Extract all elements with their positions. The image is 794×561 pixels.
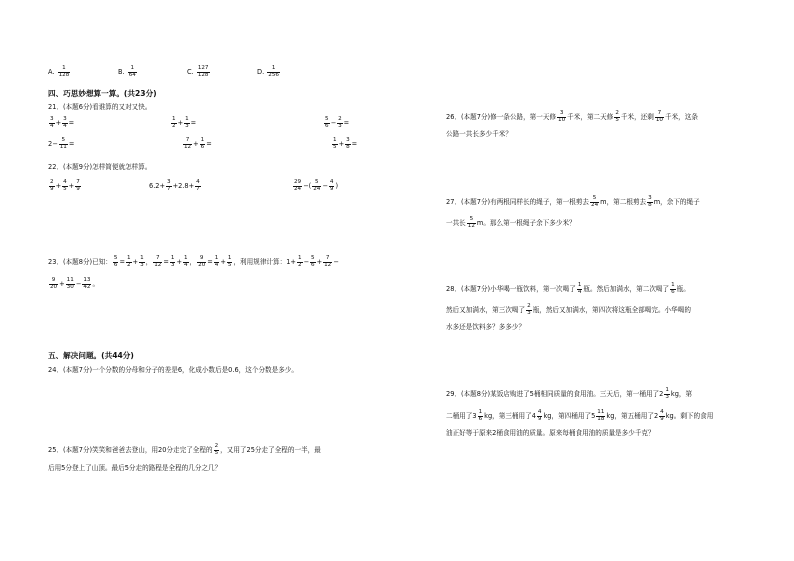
q21-expr-2: $\frac{1}{2}$ + $\frac{1}{3}$ = — [172, 116, 197, 129]
q29-line-1: 29．(本题8分)某饭店购进了5桶相同质量的食用油。三天后，第一桶用了2 $\frac{1}{3}$ kg，第 — [446, 387, 693, 400]
q22-intro: 22．(本题9分)怎样简便就怎样算。 — [48, 163, 152, 171]
section5-title: 五、解决问题。(共44分) — [48, 351, 134, 360]
choice-fraction: $\frac{127}{128}$ — [197, 65, 209, 78]
choice-fraction: $\frac{1}{256}$ — [268, 65, 279, 78]
q21-expr-6: $\frac{1}{5}$ + $\frac{3}{8}$ = — [333, 137, 358, 150]
q24-text: 24．(本题7分)一个分数的分母和分子的差是6，化成小数后是0.6，这个分数是多少。 — [48, 366, 299, 374]
choice-c[interactable] — [187, 66, 211, 79]
q22-expr-3: $\frac{29}{24}$ −( $\frac{5}{24}$ − $\frac{4}{9}$ ) — [294, 179, 339, 192]
q23-line-2: $\frac{9}{20}$ + $\frac{11}{30}$ − $\frac{13}{42}$ 。 — [50, 277, 100, 290]
q22-expr-1: $\frac{2}{9}$ + $\frac{4}{5}$ + $\frac{7}{9}$ — [50, 179, 80, 192]
q26-line-1: 26．(本题7分)修一条公路，第一天修 $\frac{3}{10}$ 千米，第二天修 $\frac{2}{5}$ 千米，还剩 $\frac{7}{10}$ 千米，这条 — [446, 110, 698, 123]
q28-line-1: 28．(本题7分)小华喝一瓶饮料，第一次喝了 $\frac{1}{4}$ 瓶。然后加满水，第二次喝了 $\frac{1}{6}$ 瓶。 — [446, 282, 690, 295]
q21-expr-3: $\frac{5}{6}$ − $\frac{2}{3}$ = — [325, 116, 350, 129]
q21-expr-5: $\frac{7}{12}$ + $\frac{1}{6}$ = — [184, 137, 212, 150]
choice-label: A. — [48, 68, 55, 77]
q25-line-2: 后用5分登上了山顶。最后5分走的路程是全程的几分之几？ — [48, 464, 222, 472]
q21-expr-1: $\frac{3}{4}$ + $\frac{3}{4}$ = — [50, 116, 75, 129]
section4-title: 四、巧思妙想算一算。(共23分) — [48, 89, 157, 98]
q21-intro: 21．(本题6分)看谁算的又对又快。 — [48, 103, 152, 111]
q25-line-1: 25．(本题7分)笑笑和爸爸去登山，用20分走完了全程的 $\frac{2}{5}$ ，又用了25分走了全程的一半，最 — [48, 443, 321, 456]
choice-label: C. — [187, 68, 194, 77]
q21-expr-4: 2− $\frac{5}{11}$ = — [48, 137, 75, 150]
q28-line-3: 水多还是饮料多？多多少？ — [446, 323, 526, 331]
q27-line-2: 一共长 $\frac{5}{12}$ m。那么第一根绳子余下多少米？ — [446, 216, 576, 229]
choice-b[interactable] — [118, 66, 138, 79]
choice-a[interactable] — [48, 66, 71, 79]
q28-line-2: 然后又加满水，第三次喝了 $\frac{2}{3}$ 瓶，然后又加满水，第四次将这瓶全部喝完。小华喝的 — [446, 303, 691, 316]
choice-fraction: $\frac{1}{64}$ — [128, 65, 136, 78]
choice-label: B. — [118, 68, 125, 77]
q26-line-2: 公路一共长多少千米？ — [446, 130, 512, 138]
q29-line-2: 二桶用了3 $\frac{1}{6}$ kg，第三桶用了4 $\frac{4}{9}$ kg，第四桶用了5 $\frac{11}{18}$ kg，第五桶用了2 $\frac{4}{9}$ kg。剩下的食用 — [446, 409, 714, 422]
choice-d[interactable] — [257, 66, 281, 79]
q22-expr-2: 6.2+ $\frac{3}{7}$ +2.8+ $\frac{4}{7}$ — [149, 179, 200, 192]
q27-line-1: 27．(本题7分)有两根同样长的绳子，第一根剪去 $\frac{5}{24}$ m，第二根剪去 $\frac{3}{8}$ m，余下的绳子 — [446, 195, 700, 208]
choice-fraction: $\frac{1}{128}$ — [58, 65, 70, 78]
q23-line-1: 23．(本题8分)已知： $\frac{5}{6}$ = $\frac{1}{2}$ + $\frac{1}{3}$ ， $\frac{7}{12}$ = $\frac{1}{3}$ + $\frac{1}{4}$ ， $\frac{9}{20}$ = $\frac{1}{4}$ + $\frac{1}{5}$ ，利用规律计算：1+ $\frac{1}{2}$ − $\frac{5}{6}$ + $\frac{7}{12}$ − — [48, 255, 339, 268]
q29-line-3: 油正好等于原来2桶食用油的质量。原来每桶食用油的质量是多少千克？ — [446, 429, 655, 437]
choice-label: D. — [257, 68, 265, 77]
